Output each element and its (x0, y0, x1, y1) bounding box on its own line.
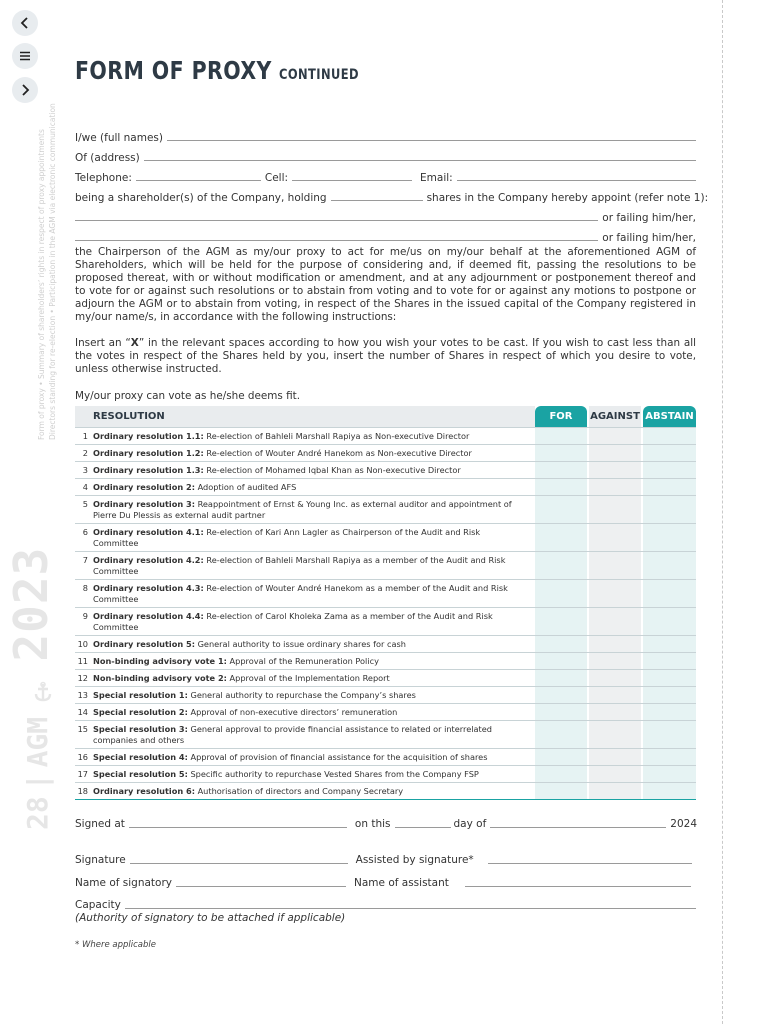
telephone-label: Telephone: (75, 172, 132, 184)
resolution-type: Ordinary resolution 1.3: (93, 465, 204, 475)
vote-abstain-cell[interactable] (643, 766, 696, 782)
row-number: 1 (82, 431, 88, 441)
header-against: AGAINST (589, 406, 641, 427)
signatory-label: Name of signatory (75, 877, 172, 889)
insert-text-b: ” in the relevant spaces according to how you wish your votes to be cast. If you wish to cast less than all the votes in respect of the Shares held by you, insert the number of Shares in respect of which you desire to vote, unless otherwise instructed. (75, 337, 696, 375)
vote-for-cell[interactable] (535, 462, 587, 478)
header-abstain: ABSTAIN (643, 406, 696, 427)
side-section-nav (36, 103, 58, 440)
vote-against-cell[interactable] (589, 496, 641, 523)
cell-label: Cell: (264, 172, 289, 184)
resolution-text (93, 448, 523, 459)
table-row (75, 461, 696, 478)
vote-against-cell[interactable] (589, 670, 641, 686)
title-main: FORM OF PROXY (75, 56, 272, 85)
assisted-field[interactable] (488, 852, 692, 864)
full-names-label: I/we (full names) (75, 132, 163, 144)
instructions-paragraph (75, 337, 696, 376)
email-label: Email: (420, 172, 453, 184)
vote-against-cell[interactable] (589, 653, 641, 669)
resolution-description: Re-election of Wouter André Hanekom as Non-executive Director (203, 448, 472, 458)
resolutions-table (75, 406, 696, 800)
vote-against-cell[interactable] (589, 766, 641, 782)
signature-label: Signature (75, 854, 126, 866)
insert-text-a: Insert an “ (75, 337, 131, 349)
vote-abstain-cell[interactable] (643, 721, 696, 748)
row-number: 18 (77, 786, 88, 796)
resolution-type: Non-binding advisory vote 2: (93, 673, 227, 683)
address-field[interactable] (144, 148, 696, 161)
vote-for-cell[interactable] (535, 428, 587, 444)
row-number: 2 (82, 448, 88, 458)
table-body (75, 427, 696, 800)
resolution-description: Approval of provision of financial assistance for the acquisition of shares (187, 752, 488, 762)
signed-at-field[interactable] (129, 816, 347, 828)
page-edge (722, 0, 723, 1024)
chevron-right-icon (18, 83, 32, 97)
proxy-1-field[interactable] (75, 208, 598, 221)
resolution-text (93, 583, 523, 605)
resolution-type: Special resolution 1: (93, 690, 188, 700)
row-number: 5 (82, 499, 88, 509)
authority-note: (Authority of signatory to be attached if applicable) (75, 912, 346, 924)
forward-button[interactable] (12, 77, 38, 103)
resolution-description: Re-election of Bahleli Marshall Rapiya as Non-executive Director (203, 431, 470, 441)
row-number: 15 (77, 724, 88, 734)
table-row (75, 635, 696, 652)
cell-field[interactable] (292, 168, 412, 181)
failing-1-label: or failing him/her, (602, 212, 696, 224)
vote-abstain-cell[interactable] (643, 462, 696, 478)
failing-2-label: or failing him/her, (602, 232, 696, 244)
day-of-label: day of (453, 818, 487, 830)
resolution-description: Approval of the Implementation Report (226, 673, 390, 683)
day-field[interactable] (395, 816, 451, 828)
on-this-label: on this (354, 818, 391, 830)
vote-abstain-cell[interactable] (643, 428, 696, 444)
resolution-description: General authority to issue ordinary shares for cash (194, 639, 406, 649)
resolution-text (93, 673, 523, 684)
vote-abstain-cell[interactable] (643, 749, 696, 765)
year-label: 2023 (4, 546, 58, 662)
proxy-1-row (75, 204, 696, 224)
table-row (75, 478, 696, 495)
year-label: 2024 (670, 818, 698, 830)
resolution-description: Approval of the Remuneration Policy (226, 656, 379, 666)
telephone-field[interactable] (136, 168, 261, 181)
capacity-field[interactable] (125, 897, 696, 909)
page-number: 28 (21, 796, 54, 830)
resolution-description: General authority to repurchase the Company’s shares (187, 690, 416, 700)
menu-button[interactable] (12, 43, 38, 69)
row-number: 6 (82, 527, 88, 537)
resolution-type: Ordinary resolution 1.2: (93, 448, 204, 458)
resolution-text (93, 555, 523, 577)
resolution-type: Non-binding advisory vote 1: (93, 656, 227, 666)
resolution-description: Reappointment of Ernst & Young Inc. as external auditor and appointment of Pierre Du Plessis as external audit partner (93, 499, 512, 520)
back-button[interactable] (12, 10, 38, 36)
row-number: 11 (77, 656, 88, 666)
header-resolution: RESOLUTION (75, 406, 535, 427)
contact-row (75, 164, 696, 184)
vote-against-cell[interactable] (589, 749, 641, 765)
table-row (75, 765, 696, 782)
signatory-field[interactable] (176, 875, 346, 887)
resolution-type: Special resolution 2: (93, 707, 188, 717)
vote-for-cell[interactable] (535, 704, 587, 720)
agm-label: AGM (21, 716, 54, 768)
resolution-text (93, 465, 523, 476)
vote-against-cell[interactable] (589, 524, 641, 551)
month-field[interactable] (490, 816, 666, 828)
vote-against-cell[interactable] (589, 721, 641, 748)
vote-abstain-cell[interactable] (643, 445, 696, 461)
signed-at-label: Signed at (75, 818, 125, 830)
resolution-text (93, 639, 523, 650)
header-for: FOR (535, 406, 587, 427)
resolution-text (93, 482, 523, 493)
resolution-description: Re-election of Mohamed Iqbal Khan as Non-executive Director (203, 465, 461, 475)
table-row (75, 782, 696, 799)
vote-against-cell[interactable] (589, 428, 641, 444)
resolution-description: Re-election of Kari Ann Lagler as Chairperson of the Audit and Risk Committee (93, 527, 481, 548)
resolution-type: Ordinary resolution 1.1: (93, 431, 204, 441)
vote-abstain-cell[interactable] (643, 552, 696, 579)
row-number: 9 (82, 611, 88, 621)
resolution-text (93, 786, 523, 797)
row-number: 13 (77, 690, 88, 700)
vote-for-cell[interactable] (535, 721, 587, 748)
table-row (75, 579, 696, 607)
vote-abstain-cell[interactable] (643, 496, 696, 523)
row-number: 4 (82, 482, 88, 492)
proxy-2-row (75, 224, 696, 244)
proxy-vote-text: My/our proxy can vote as he/she deems fit. (75, 390, 301, 402)
resolution-text (93, 707, 523, 718)
resolution-type: Ordinary resolution 4.3: (93, 583, 204, 593)
row-number: 3 (82, 465, 88, 475)
resolution-type: Ordinary resolution 5: (93, 639, 195, 649)
resolution-type: Ordinary resolution 6: (93, 786, 195, 796)
assistant-field[interactable] (465, 875, 691, 887)
signature-row (75, 852, 692, 866)
row-number: 17 (77, 769, 88, 779)
chairperson-paragraph: the Chairperson of the AGM as my/our proxy to act for me/us on my/our behalf at the aforementioned AGM of Shareholders, which will be held for the purpose of considering and, if deemed fit, passing the resolutions to be proposed thereat, with or without modification or amendment, and at any adjournment or postponement thereof and to vote for or against such resolutions or to abstain from voting and to vote for or against any motions to postpone or adjourn the AGM or to abstain from voting, in respect of the Shares in the issued capital of the Company registered in my/our name/s, in accordance with the following instructions: (75, 246, 696, 323)
vote-for-cell[interactable] (535, 783, 587, 799)
vote-for-cell[interactable] (535, 749, 587, 765)
row-number: 8 (82, 583, 88, 593)
vote-abstain-cell[interactable] (643, 687, 696, 703)
vote-against-cell[interactable] (589, 636, 641, 652)
table-row (75, 427, 696, 444)
vote-against-cell[interactable] (589, 687, 641, 703)
table-row (75, 652, 696, 669)
title-suffix: CONTINUED (279, 67, 359, 83)
vote-abstain-cell[interactable] (643, 524, 696, 551)
vote-against-cell[interactable] (589, 552, 641, 579)
vote-for-cell[interactable] (535, 670, 587, 686)
vote-abstain-cell[interactable] (643, 479, 696, 495)
vote-abstain-cell[interactable] (643, 783, 696, 799)
resolution-description: Re-election of Wouter André Hanekom as a member of the Audit and Risk Committee (93, 583, 508, 604)
address-row (75, 144, 696, 164)
vote-abstain-cell[interactable] (643, 636, 696, 652)
resolution-type: Ordinary resolution 2: (93, 482, 195, 492)
resolution-description: Re-election of Carol Kholeka Zama as a member of the Audit and Risk Committee (93, 611, 493, 632)
side-page-marker: 28|AGM 2023 (4, 546, 58, 830)
vote-against-cell[interactable] (589, 704, 641, 720)
vote-abstain-cell[interactable] (643, 704, 696, 720)
resolution-description: Specific authority to repurchase Vested Shares from the Company FSP (187, 769, 479, 779)
row-number: 14 (77, 707, 88, 717)
vote-against-cell[interactable] (589, 783, 641, 799)
resolution-text (93, 431, 523, 442)
vote-abstain-cell[interactable] (643, 580, 696, 607)
assistant-label: Name of assistant (354, 877, 449, 889)
resolution-type: Special resolution 3: (93, 724, 188, 734)
resolution-description: General approval to provide financial assistance to related or interrelated companies and others (93, 724, 492, 745)
vote-for-cell[interactable] (535, 479, 587, 495)
vote-against-cell[interactable] (589, 445, 641, 461)
shares-count-field[interactable] (331, 188, 423, 201)
resolution-text (93, 752, 523, 763)
insert-x: X (130, 337, 139, 349)
vote-abstain-cell[interactable] (643, 670, 696, 686)
email-field[interactable] (457, 168, 696, 181)
vote-for-cell[interactable] (535, 653, 587, 669)
table-row (75, 551, 696, 579)
assisted-label: Assisted by signature* (355, 854, 474, 866)
proxy-2-field[interactable] (75, 228, 598, 241)
vote-for-cell[interactable] (535, 524, 587, 551)
signature-field[interactable] (130, 852, 348, 864)
table-row (75, 686, 696, 703)
row-number: 7 (82, 555, 88, 565)
vote-abstain-cell[interactable] (643, 653, 696, 669)
table-row (75, 703, 696, 720)
resolution-type: Ordinary resolution 4.1: (93, 527, 204, 537)
full-names-field[interactable] (167, 128, 696, 141)
table-header (75, 406, 696, 427)
table-row (75, 669, 696, 686)
vote-against-cell[interactable] (589, 608, 641, 635)
chevron-left-icon (18, 16, 32, 30)
vote-for-cell[interactable] (535, 496, 587, 523)
appoint-label: shares in the Company hereby appoint (refer note 1): (426, 192, 709, 204)
anchor-icon (32, 681, 54, 703)
resolution-description: Approval of non-executive directors’ remuneration (187, 707, 398, 717)
resolution-text (93, 656, 523, 667)
row-number: 16 (77, 752, 88, 762)
capacity-row (75, 897, 696, 911)
vote-for-cell[interactable] (535, 636, 587, 652)
table-row (75, 444, 696, 461)
side-nav-line-2: Directors standing for re-election • Participation in the AGM via electronic communication (48, 103, 57, 440)
resolution-type: Special resolution 4: (93, 752, 188, 762)
resolution-text (93, 499, 523, 521)
vote-against-cell[interactable] (589, 462, 641, 478)
footnote: * Where applicable (75, 940, 156, 950)
table-row (75, 523, 696, 551)
resolution-description: Authorisation of directors and Company Secretary (194, 786, 404, 796)
side-nav-line-1: Form of proxy • Summary of shareholders’ rights in respect of proxy appointments (37, 129, 46, 440)
resolution-text (93, 769, 523, 780)
full-names-row (75, 124, 696, 144)
vote-for-cell[interactable] (535, 766, 587, 782)
signatory-row (75, 875, 691, 889)
row-number: 10 (77, 639, 88, 649)
vote-for-cell[interactable] (535, 445, 587, 461)
vote-for-cell[interactable] (535, 687, 587, 703)
table-row (75, 748, 696, 765)
holding-label: being a shareholder(s) of the Company, holding (75, 192, 327, 204)
resolution-type: Special resolution 5: (93, 769, 188, 779)
row-number: 12 (77, 673, 88, 683)
table-row (75, 720, 696, 748)
proxy-form (75, 124, 709, 244)
vote-for-cell[interactable] (535, 552, 587, 579)
address-label: Of (address) (75, 152, 140, 164)
resolution-description: Re-election of Bahleli Marshall Rapiya as a member of the Audit and Risk Committee (93, 555, 506, 576)
vote-for-cell[interactable] (535, 608, 587, 635)
page-title (75, 56, 376, 85)
resolution-text (93, 724, 523, 746)
resolution-type: Ordinary resolution 4.2: (93, 555, 204, 565)
vote-against-cell[interactable] (589, 580, 641, 607)
resolution-text (93, 527, 523, 549)
resolution-description: Adoption of audited AFS (194, 482, 297, 492)
holding-row (75, 184, 709, 204)
table-row (75, 495, 696, 523)
hamburger-menu-icon (18, 49, 32, 63)
vote-against-cell[interactable] (589, 479, 641, 495)
resolution-text (93, 611, 523, 633)
table-row (75, 607, 696, 635)
resolution-type: Ordinary resolution 3: (93, 499, 195, 509)
resolution-type: Ordinary resolution 4.4: (93, 611, 204, 621)
capacity-label: Capacity (75, 899, 121, 911)
resolution-text (93, 690, 523, 701)
signed-at-row (75, 816, 701, 830)
vote-for-cell[interactable] (535, 580, 587, 607)
vote-abstain-cell[interactable] (643, 608, 696, 635)
